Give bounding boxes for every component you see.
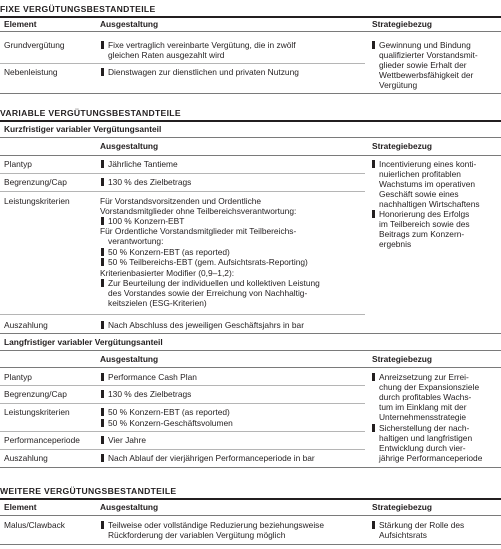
strategy-text: Incentivierung eines konti- [379, 159, 477, 169]
row-label-period: Performanceperiode [4, 435, 80, 445]
row-label-cap: Begrenzung/Cap [4, 177, 67, 187]
col-header-strategy: Strategiebezug [372, 354, 433, 364]
divider [0, 544, 501, 545]
divider [0, 31, 501, 32]
bullet-text: 50 % Konzern-EBT (as reported) [108, 247, 230, 257]
strategy-text: Unternehmensstrategie [379, 412, 467, 422]
strategy-text: im Teilbereich sowie des [379, 219, 470, 229]
strategy-text: Anreizsetzung zur Errei- [379, 372, 469, 382]
design-text: Nach Ablauf der vierjährigen Performanceperiode in bar [108, 453, 315, 463]
design-text: Vorstandsmitglieder ohne Teilbereichsverantwortung: [100, 206, 297, 216]
col-header-design: Ausgestaltung [100, 19, 159, 29]
divider [0, 93, 501, 94]
divider [0, 431, 365, 432]
strategy-text: Beitrags zum Konzern- [379, 229, 465, 239]
col-header-element: Element [4, 502, 37, 512]
strategy-text: chung der Expansionsziele [379, 382, 480, 392]
design-text: Vier Jahre [108, 435, 147, 445]
strategy-text: haltigen und langfristigen [379, 433, 473, 443]
strategy-text: tum im Einklang mit der [379, 402, 467, 412]
design-text: Performance Cash Plan [108, 372, 197, 382]
strategy-text: Geschäft sowie eines [379, 189, 459, 199]
strategy-text: qualifizierter Vorstandsmit- [379, 50, 478, 60]
col-header-strategy: Strategiebezug [372, 19, 433, 29]
strategy-text: nachhaltigen Wirtschaftens [379, 199, 480, 209]
divider [0, 120, 501, 122]
bullet-text: Dienstwagen zur dienstlichen und privaten Nutzung [108, 67, 299, 77]
row-label-criteria: Leistungskriterien [4, 196, 70, 206]
divider [0, 385, 365, 386]
col-header-design: Ausgestaltung [100, 141, 159, 151]
bullet-text: 50 % Konzern-EBT (as reported) [108, 407, 230, 417]
bullet-text: 50 % Konzern-Geschäftsvolumen [108, 418, 233, 428]
row-label-plantyp: Plantyp [4, 372, 32, 382]
strategy-text: Entwicklung durch vier- [379, 443, 466, 453]
bullet-text: 100 % Konzern-EBT [108, 216, 185, 226]
row-label-malus: Malus/Clawback [4, 520, 65, 530]
divider [0, 449, 365, 450]
strategy-text: nuierlichen profitablen [379, 169, 461, 179]
design-text: Für Ordentliche Vorstandsmitglieder mit Teilbereichs- [100, 226, 297, 236]
design-text: 130 % des Zielbetrags [108, 389, 192, 399]
design-text: Kriterienbasierter Modifier (0,9–1,2): [100, 268, 235, 278]
col-header-strategy: Strategiebezug [372, 502, 433, 512]
divider [0, 155, 501, 156]
strategy-text: Vergütung [379, 80, 418, 90]
design-text: 130 % des Zielbetrags [108, 177, 192, 187]
divider [0, 173, 365, 174]
row-label-cap: Begrenzung/Cap [4, 389, 67, 399]
strategy-text: Sicherstellung der nach- [379, 423, 470, 433]
subsection-title-long: Langfristiger variabler Vergütungsanteil [4, 337, 163, 347]
design-text: keitszielen (ESG-Kriterien) [108, 298, 207, 308]
strategy-text: Gewinnung und Bindung [379, 40, 471, 50]
strategy-text: Aufsichtsrats [379, 530, 427, 540]
strategy-text: Stärkung der Rolle des [379, 520, 465, 530]
divider [0, 333, 501, 334]
bullet-text: Teilweise oder vollständige Reduzierung beziehungsweise [108, 520, 325, 530]
divider [0, 137, 501, 138]
section-title-variable: VARIABLE VERGÜTUNGSBESTANDTEILE [0, 108, 181, 118]
design-text: verantwortung: [108, 236, 164, 246]
design-text: Rückforderung der variablen Vergütung möglich [108, 530, 286, 540]
divider [0, 467, 501, 468]
col-header-design: Ausgestaltung [100, 354, 159, 364]
design-text: Nach Abschluss des jeweiligen Geschäftsjahrs in bar [108, 320, 304, 330]
strategy-text: Wettbewerbsfähigkeit der [379, 70, 474, 80]
row-label-plantyp: Plantyp [4, 159, 32, 169]
strategy-text: Honorierung des Erfolgs [379, 209, 470, 219]
divider [0, 498, 501, 500]
divider [0, 350, 501, 351]
bullet-text: Zur Beurteilung der individuellen und kollektiven Leistung [108, 278, 320, 288]
section-title-other: WEITERE VERGÜTUNGSBESTANDTEILE [0, 486, 177, 496]
row-label-criteria: Leistungskriterien [4, 407, 70, 417]
design-text: gleichen Raten ausgezahlt wird [108, 50, 225, 60]
design-text: Für Vorstandsvorsitzenden und Ordentliche [100, 196, 262, 206]
row-label-payout: Auszahlung [4, 320, 48, 330]
strategy-text: glieder sowie Erhalt der [379, 60, 467, 70]
bullet-text: Fixe vertraglich vereinbarte Vergütung, die in zwölf [108, 40, 296, 50]
col-header-strategy: Strategiebezug [372, 141, 433, 151]
divider [0, 16, 501, 18]
divider [0, 403, 365, 404]
strategy-text: durch profitables Wachs- [379, 392, 472, 402]
bullet-text: 50 % Teilbereichs-EBT (gem. Aufsichtsrats-Reporting) [108, 257, 308, 267]
divider [0, 314, 365, 315]
design-text: des Vorstandes sowie der Erreichung von Nachhaltig- [108, 288, 308, 298]
design-text: Jährliche Tantieme [108, 159, 178, 169]
divider [0, 515, 501, 516]
row-label-nebenleistung: Nebenleistung [4, 67, 58, 77]
divider [0, 191, 365, 192]
subsection-title-short: Kurzfristiger variabler Vergütungsanteil [4, 124, 162, 134]
strategy-text: ergebnis [379, 239, 412, 249]
strategy-text: Wachstums im operativen [379, 179, 476, 189]
divider [0, 367, 501, 368]
row-label-payout: Auszahlung [4, 453, 48, 463]
section-title-fixed: FIXE VERGÜTUNGSBESTANDTEILE [0, 4, 156, 14]
divider [0, 63, 365, 64]
row-label-grundverguetung: Grundvergütung [4, 40, 65, 50]
col-header-element: Element [4, 19, 37, 29]
strategy-text: jährige Performanceperiode [379, 453, 483, 463]
col-header-design: Ausgestaltung [100, 502, 159, 512]
